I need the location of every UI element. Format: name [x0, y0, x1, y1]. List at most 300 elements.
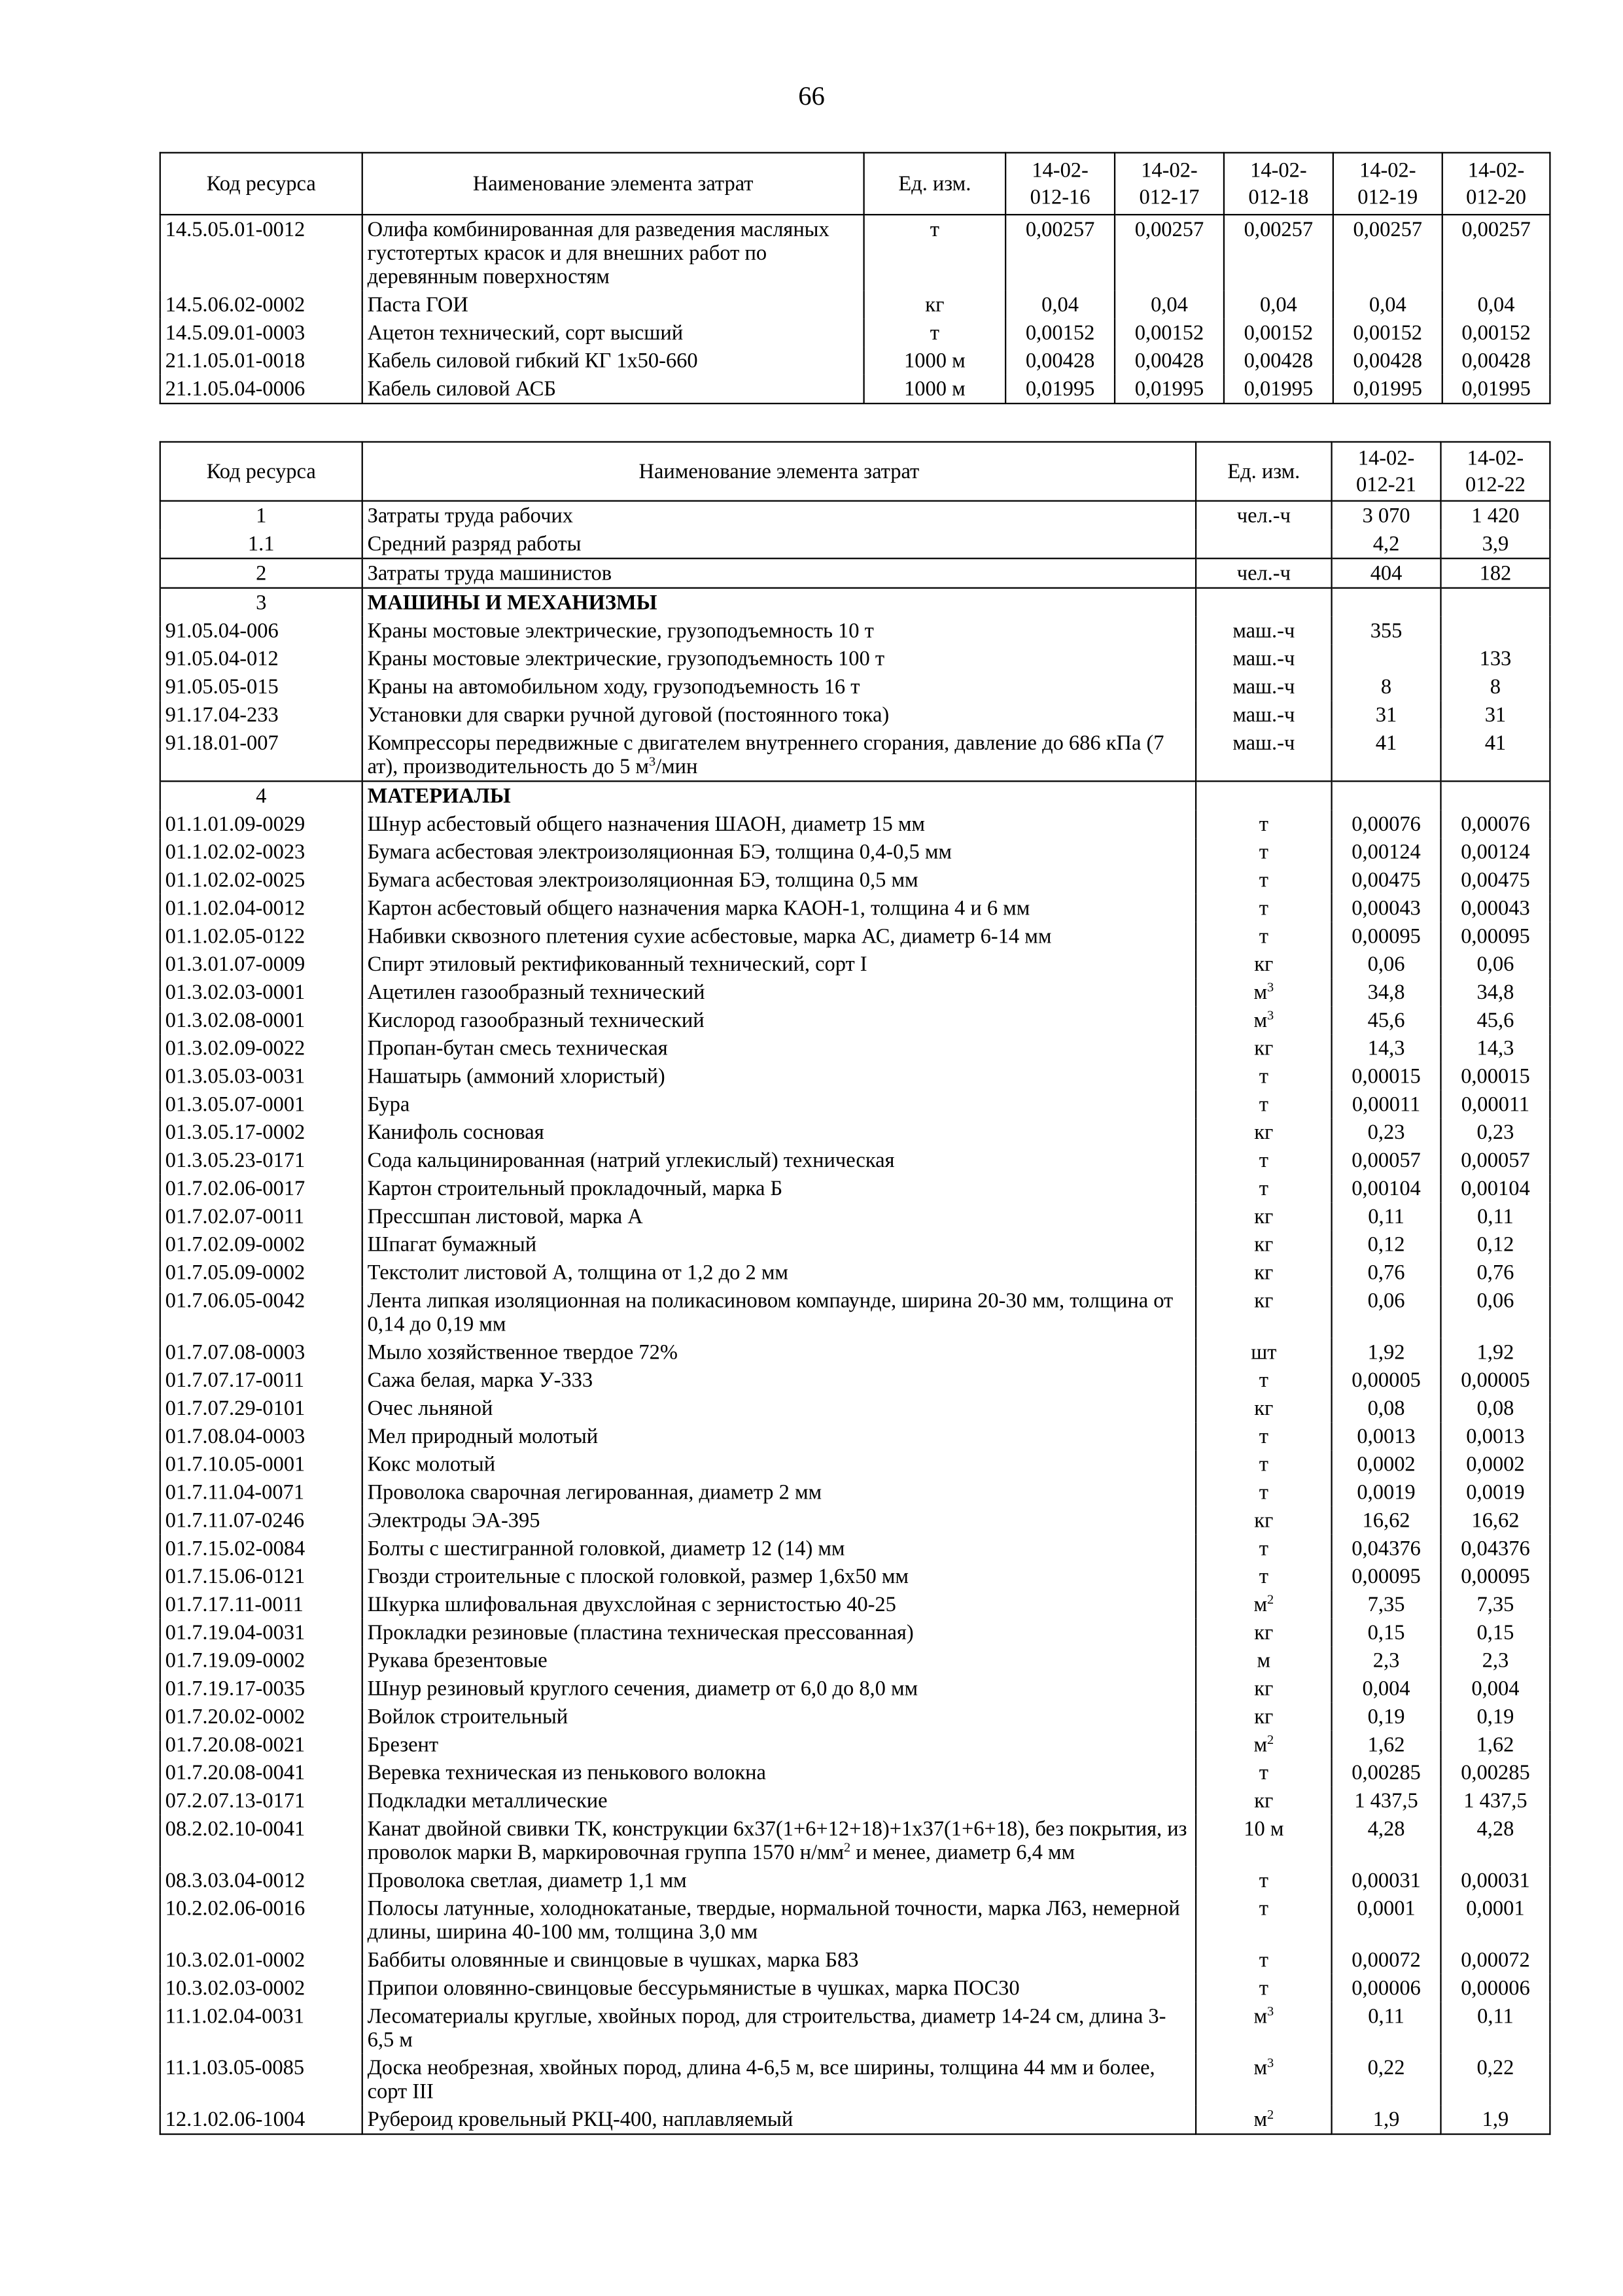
- norm-value: 4,28: [1332, 1815, 1441, 1866]
- cost-element-name: [362, 1202, 1196, 1230]
- unit-superscript: 3: [1267, 1007, 1274, 1022]
- norm-value: 0,00057: [1332, 1147, 1441, 1175]
- norm-value: 1,9: [1440, 2106, 1550, 2134]
- norm-value: 0,0002: [1440, 1450, 1550, 1478]
- unit-text: маш.-ч: [1232, 674, 1295, 699]
- unit-text: м: [1253, 2107, 1268, 2132]
- norm-value: 0,00257: [1333, 215, 1442, 290]
- cost-element-text: Картон асбестовый общего назначения марка КАОН-1, толщина 4 и 6 мм: [367, 896, 1030, 920]
- unit-of-measure: [1196, 1946, 1332, 1974]
- norm-value: 0,04: [1005, 290, 1115, 319]
- norm-value: 7,35: [1332, 1590, 1441, 1618]
- resource-code: 11.1.02.04-0031: [160, 2002, 362, 2054]
- cost-element-name: [362, 1394, 1196, 1422]
- cost-element-text: Рукава брезентовые: [367, 1648, 548, 1673]
- unit-text: т: [1259, 1480, 1268, 1505]
- unit-text: т: [1259, 1176, 1268, 1200]
- resource-code: 10.3.02.03-0002: [160, 1974, 362, 2002]
- unit-text: т: [1259, 1092, 1268, 1117]
- norm-value: 0,00104: [1332, 1174, 1441, 1202]
- cost-element-name: [362, 1618, 1196, 1646]
- table-row: [160, 894, 1550, 922]
- norm-value: 45,6: [1440, 1006, 1550, 1034]
- norm-value: 0,00095: [1332, 1563, 1441, 1591]
- unit-text: кг: [1254, 1620, 1274, 1644]
- norm-value: 14,3: [1440, 1034, 1550, 1062]
- cost-element-text: Текстолит листовой А, толщина от 1,2 до 2 мм: [367, 1261, 788, 1285]
- norm-value: 34,8: [1332, 978, 1441, 1006]
- col-header-name: Наименование элемента затрат: [362, 442, 1196, 501]
- resource-table-2: [160, 441, 1551, 2134]
- norm-value: 3,9: [1440, 530, 1550, 559]
- unit-of-measure: [1196, 810, 1332, 838]
- resource-code: 01.7.17.11-0011: [160, 1590, 362, 1618]
- resource-code: 2: [160, 559, 362, 588]
- norm-value: 0,00006: [1440, 1974, 1550, 2002]
- unit-text: т: [1259, 1948, 1268, 1972]
- table-row: [160, 501, 1550, 530]
- resource-code: 01.7.11.04-0071: [160, 1478, 362, 1506]
- norm-value: 0,00076: [1332, 810, 1441, 838]
- cost-element-name: [362, 978, 1196, 1006]
- unit-text: маш.-ч: [1232, 647, 1295, 671]
- table-row: [160, 319, 1550, 347]
- resource-code: 01.3.05.03-0031: [160, 1062, 362, 1090]
- col-header-norm: 14-02- 012-22: [1440, 442, 1550, 501]
- cost-element-name: [362, 2106, 1196, 2134]
- norm-value: 0,00152: [1224, 319, 1333, 347]
- norm-value: 0,15: [1440, 1618, 1550, 1646]
- norm-value: 0,00257: [1115, 215, 1224, 290]
- norm-value: 0,04: [1224, 290, 1333, 319]
- norm-value: 0,00152: [1333, 319, 1442, 347]
- norm-value: 0,76: [1440, 1259, 1550, 1287]
- resource-code: 01.7.07.08-0003: [160, 1338, 362, 1366]
- table-row: [160, 1866, 1550, 1894]
- table-row: [160, 1119, 1550, 1147]
- cost-element-text: МАТЕРИАЛЫ: [367, 784, 511, 808]
- norm-value: 0,00006: [1332, 1974, 1441, 2002]
- norm-value: 31: [1440, 701, 1550, 729]
- table-row: [160, 1894, 1550, 1946]
- cost-element-name: [362, 1815, 1196, 1866]
- norm-value: 0,00043: [1332, 894, 1441, 922]
- cost-element-text: Паста ГОИ: [367, 292, 468, 317]
- unit-of-measure: [1196, 1866, 1332, 1894]
- norm-value: 0,04376: [1440, 1535, 1550, 1563]
- unit-text: м: [1253, 1733, 1268, 1757]
- norm-value: 182: [1440, 559, 1550, 588]
- norm-value: 0,0001: [1332, 1894, 1441, 1946]
- cost-element-name: [362, 1062, 1196, 1090]
- cost-element-name: [362, 2002, 1196, 2054]
- cost-element-name: [362, 1786, 1196, 1815]
- resource-code: 01.7.08.04-0003: [160, 1422, 362, 1450]
- cost-element-name: [362, 530, 1196, 559]
- cost-element-name: [362, 588, 1196, 617]
- cost-element-name: [362, 1646, 1196, 1675]
- unit-text: т: [1259, 1064, 1268, 1088]
- unit-text: т: [1259, 840, 1268, 864]
- unit-text: кг: [1254, 1036, 1274, 1060]
- norm-value: 7,35: [1440, 1590, 1550, 1618]
- norm-value: [1332, 588, 1441, 617]
- norm-value: [1440, 781, 1550, 810]
- cost-element-text: Сажа белая, марка У-333: [367, 1368, 593, 1393]
- resource-code: 14.5.09.01-0003: [160, 319, 362, 347]
- unit-text: 1000 м: [904, 377, 966, 401]
- norm-value: 0,00072: [1332, 1946, 1441, 1974]
- table-row: [160, 1703, 1550, 1731]
- unit-text: кг: [1254, 1396, 1274, 1420]
- norm-value: 0,11: [1440, 2002, 1550, 2054]
- cost-element-name: [362, 866, 1196, 894]
- norm-value: 0,0013: [1332, 1422, 1441, 1450]
- unit-text: т: [1259, 812, 1268, 836]
- resource-code: 01.7.19.17-0035: [160, 1675, 362, 1703]
- norm-value: 0,00285: [1440, 1759, 1550, 1787]
- cost-element-text: Бумага асбестовая электроизоляционная БЭ, толщина 0,4-0,5 мм: [367, 840, 952, 864]
- norm-value: 0,00031: [1332, 1866, 1441, 1894]
- unit-text: т: [930, 217, 939, 241]
- norm-value: 0,08: [1440, 1394, 1550, 1422]
- cost-element-name: [362, 1894, 1196, 1946]
- unit-of-measure: [1196, 1894, 1332, 1946]
- unit-of-measure: [1196, 838, 1332, 866]
- norm-value: 355: [1332, 617, 1441, 645]
- table-row: [160, 530, 1550, 559]
- cost-element-text: Ацетилен газообразный технический: [367, 980, 705, 1004]
- resource-code: 21.1.05.04-0006: [160, 375, 362, 404]
- table-row: [160, 215, 1550, 290]
- cost-element-text: Краны мостовые электрические, грузоподъемность 100 т: [367, 647, 885, 671]
- norm-value: 0,23: [1440, 1119, 1550, 1147]
- norm-value: 0,004: [1332, 1675, 1441, 1703]
- unit-of-measure: [864, 375, 1006, 404]
- norm-value: 1,62: [1440, 1731, 1550, 1759]
- unit-text: маш.-ч: [1232, 731, 1295, 755]
- cost-element-text: Шкурка шлифовальная двухслойная с зернистостью 40-25: [367, 1592, 896, 1616]
- unit-text: чел.-ч: [1236, 504, 1291, 528]
- cost-element-text: Набивки сквозного плетения сухие асбестовые, марка АС, диаметр 6-14 мм: [367, 924, 1052, 948]
- cost-element-name: [362, 673, 1196, 701]
- unit-of-measure: [1196, 559, 1332, 588]
- resource-code: 01.7.06.05-0042: [160, 1287, 362, 1338]
- resource-code: 10.3.02.01-0002: [160, 1946, 362, 1974]
- unit-text: т: [1259, 924, 1268, 948]
- cost-element-name: [362, 347, 864, 375]
- table-row: [160, 1287, 1550, 1338]
- norm-value: 0,00095: [1332, 922, 1441, 950]
- unit-of-measure: [864, 215, 1006, 290]
- norm-value: 0,0019: [1332, 1478, 1441, 1506]
- unit-of-measure: [1196, 1119, 1332, 1147]
- superscript: 2: [844, 1839, 851, 1854]
- cost-element-text: Шнур асбестовый общего назначения ШАОН, диаметр 15 мм: [367, 812, 925, 836]
- norm-value: 0,00257: [1224, 215, 1333, 290]
- unit-text: т: [1259, 1896, 1268, 1921]
- resource-code: 01.7.15.06-0121: [160, 1563, 362, 1591]
- unit-of-measure: [1196, 1646, 1332, 1675]
- cost-element-name: [362, 1866, 1196, 1894]
- cost-element-name: [362, 1974, 1196, 2002]
- superscript: 3: [648, 753, 656, 768]
- norm-value: 0,00475: [1332, 866, 1441, 894]
- norm-value: 4,2: [1332, 530, 1441, 559]
- unit-text: т: [1259, 1760, 1268, 1785]
- cost-element-text: Шнур резиновый круглого сечения, диаметр от 6,0 до 8,0 мм: [367, 1677, 918, 1701]
- norm-value: 0,00428: [1442, 347, 1550, 375]
- norm-value: 0,00005: [1440, 1366, 1550, 1395]
- norm-value: 0,00257: [1442, 215, 1550, 290]
- cost-element-text: Кислород газообразный технический: [367, 1008, 705, 1032]
- cost-element-name: [362, 1034, 1196, 1062]
- table-row: [160, 1366, 1550, 1395]
- cost-element-name: [362, 1259, 1196, 1287]
- norm-value: 8: [1332, 673, 1441, 701]
- cost-element-name: [362, 1703, 1196, 1731]
- resource-code: 10.2.02.06-0016: [160, 1894, 362, 1946]
- page-number: 66: [798, 81, 825, 111]
- norm-value: 0,00072: [1440, 1946, 1550, 1974]
- cost-element-text: Нашатырь (аммоний хлористый): [367, 1064, 665, 1088]
- norm-value: 0,00057: [1440, 1147, 1550, 1175]
- unit-superscript: 3: [1267, 2054, 1274, 2070]
- unit-of-measure: [864, 290, 1006, 319]
- resource-table-1: [160, 152, 1551, 404]
- table-row: [160, 1535, 1550, 1563]
- unit-of-measure: [1196, 1786, 1332, 1815]
- norm-value: 34,8: [1440, 978, 1550, 1006]
- table-row: [160, 1590, 1550, 1618]
- resource-code: 01.7.10.05-0001: [160, 1450, 362, 1478]
- resource-code: 21.1.05.01-0018: [160, 347, 362, 375]
- norm-value: 0,04: [1442, 290, 1550, 319]
- norm-value: 0,00015: [1332, 1062, 1441, 1090]
- unit-of-measure: [1196, 1338, 1332, 1366]
- norm-value: 0,00031: [1440, 1866, 1550, 1894]
- cost-element-name: [362, 838, 1196, 866]
- table-row: [160, 1974, 1550, 2002]
- resource-code: 01.7.20.08-0021: [160, 1731, 362, 1759]
- col-header-unit: Ед. изм.: [864, 152, 1006, 215]
- resource-code: 01.7.02.07-0011: [160, 1202, 362, 1230]
- norm-value: 1,9: [1332, 2106, 1441, 2134]
- resource-code: 01.3.05.07-0001: [160, 1090, 362, 1119]
- cost-element-name: [362, 1563, 1196, 1591]
- resource-code: 12.1.02.06-1004: [160, 2106, 362, 2134]
- table-row: [160, 1202, 1550, 1230]
- cost-element-name: [362, 1147, 1196, 1175]
- table-row: [160, 1394, 1550, 1422]
- unit-of-measure: [1196, 501, 1332, 530]
- cost-element-name: [362, 922, 1196, 950]
- unit-text: т: [1259, 896, 1268, 920]
- cost-element-text: Бура: [367, 1092, 410, 1117]
- unit-of-measure: [1196, 1174, 1332, 1202]
- unit-of-measure: [1196, 1731, 1332, 1759]
- norm-value: 0,04: [1115, 290, 1224, 319]
- unit-text: кг: [1254, 1204, 1274, 1228]
- norm-value: 0,12: [1440, 1230, 1550, 1259]
- norm-value: 0,00104: [1440, 1174, 1550, 1202]
- unit-of-measure: [1196, 1815, 1332, 1866]
- unit-of-measure: [1196, 1090, 1332, 1119]
- unit-text: кг: [1254, 1121, 1274, 1145]
- norm-value: 45,6: [1332, 1006, 1441, 1034]
- table-row: [160, 617, 1550, 645]
- cost-element-text: Проволока светлая, диаметр 1,1 мм: [367, 1868, 687, 1892]
- unit-of-measure: [1196, 701, 1332, 729]
- cost-element-name: [362, 375, 864, 404]
- table-row: [160, 1090, 1550, 1119]
- cost-element-text: Кокс молотый: [367, 1452, 496, 1476]
- cost-element-text: Сода кальцинированная (натрий углекислый) техническая: [367, 1148, 895, 1172]
- unit-text: кг: [1254, 952, 1274, 977]
- cost-element-text: Гвозди строительные с плоской головкой, размер 1,6х50 мм: [367, 1564, 909, 1589]
- cost-element-text: Пропан-бутан смесь техническая: [367, 1036, 668, 1060]
- resource-code: 3: [160, 588, 362, 617]
- table-row: [160, 1034, 1550, 1062]
- cost-element-text: Припои оловянно-свинцовые бессурьмянистые в чушках, марка ПОС30: [367, 1976, 1020, 2000]
- norm-value: [1332, 781, 1441, 810]
- unit-text: т: [1259, 1537, 1268, 1561]
- cost-element-text: Картон строительный прокладочный, марка Б: [367, 1176, 783, 1200]
- table-row: [160, 2002, 1550, 2054]
- norm-value: 0,00124: [1332, 838, 1441, 866]
- unit-text: т: [1259, 1148, 1268, 1172]
- norm-value: 0,12: [1332, 1230, 1441, 1259]
- table-row: [160, 1259, 1550, 1287]
- norm-value: 0,00011: [1332, 1090, 1441, 1119]
- cost-element-tail: и менее, диаметр 6,4 мм: [850, 1840, 1075, 1864]
- norm-value: 8: [1440, 673, 1550, 701]
- cost-element-text: Подкладки металлические: [367, 1788, 608, 1813]
- unit-text: м: [1253, 1592, 1268, 1616]
- cost-element-name: [362, 1675, 1196, 1703]
- cost-element-text: Ацетон технический, сорт высший: [367, 321, 684, 345]
- cost-element-text: Лесоматериалы круглые, хвойных пород, для строительства, диаметр 14-24 см, длина 3-6,5 м: [367, 2004, 1166, 2052]
- table-row: [160, 645, 1550, 673]
- unit-of-measure: [1196, 1535, 1332, 1563]
- cost-element-text: Лента липкая изоляционная на поликасиновом компаунде, ширина 20-30 мм, толщина от 0,14 до 0,19 мм: [367, 1289, 1174, 1336]
- resource-code: 08.3.03.04-0012: [160, 1866, 362, 1894]
- table-row: [160, 1478, 1550, 1506]
- unit-of-measure: [1196, 2106, 1332, 2134]
- table-row: [160, 1062, 1550, 1090]
- cost-element-text: Затраты труда машинистов: [367, 561, 612, 585]
- unit-text: 10 м: [1244, 1817, 1284, 1841]
- norm-value: 0,00011: [1440, 1090, 1550, 1119]
- norm-value: 0,15: [1332, 1618, 1441, 1646]
- cost-element-text: Полосы латунные, холоднокатаные, твердые, нормальной точности, марка Л63, немерной длины, ширина 40-100 мм, толщина 3,0 мм: [367, 1896, 1180, 1944]
- resource-code: 1.1: [160, 530, 362, 559]
- cost-element-text: Шпагат бумажный: [367, 1232, 537, 1257]
- table-row: [160, 375, 1550, 404]
- cost-element-text: Средний разряд работы: [367, 532, 582, 556]
- norm-value: 0,01995: [1442, 375, 1550, 404]
- norm-value: [1440, 588, 1550, 617]
- cost-element-text: Войлок строительный: [367, 1705, 568, 1729]
- norm-value: 133: [1440, 645, 1550, 673]
- norm-value: 0,01995: [1333, 375, 1442, 404]
- cost-element-text: Мыло хозяйственное твердое 72%: [367, 1340, 678, 1365]
- unit-text: м: [1253, 2004, 1268, 2028]
- table-row: [160, 1450, 1550, 1478]
- cost-element-name: [362, 894, 1196, 922]
- cost-element-text: Краны мостовые электрические, грузоподъемность 10 т: [367, 619, 874, 643]
- unit-of-measure: [1196, 950, 1332, 979]
- cost-element-name: [362, 290, 864, 319]
- cost-element-name: [362, 559, 1196, 588]
- norm-value: [1332, 645, 1441, 673]
- resource-code: 01.1.01.09-0029: [160, 810, 362, 838]
- norm-value: 1 437,5: [1440, 1786, 1550, 1815]
- table-row: [160, 1506, 1550, 1535]
- unit-of-measure: [1196, 1563, 1332, 1591]
- norm-value: 2,3: [1440, 1646, 1550, 1675]
- cost-element-name: [362, 1478, 1196, 1506]
- resource-code: 01.3.02.08-0001: [160, 1006, 362, 1034]
- resource-code: 01.3.02.03-0001: [160, 978, 362, 1006]
- cost-element-name: [362, 1590, 1196, 1618]
- cost-element-text: Спирт этиловый ректификованный технический, сорт I: [367, 952, 867, 977]
- norm-value: 31: [1332, 701, 1441, 729]
- norm-value: 0,01995: [1224, 375, 1333, 404]
- norm-value: 1,62: [1332, 1731, 1441, 1759]
- unit-text: кг: [1254, 1289, 1274, 1313]
- unit-text: кг: [1254, 1261, 1274, 1285]
- unit-text: м: [1253, 2056, 1268, 2080]
- table-1-body: [160, 215, 1550, 404]
- unit-text: т: [1259, 868, 1268, 892]
- norm-value: 0,00076: [1440, 810, 1550, 838]
- cost-element-text: Веревка техническая из пенькового волокна: [367, 1760, 766, 1785]
- unit-of-measure: [1196, 1062, 1332, 1090]
- resource-code: 08.2.02.10-0041: [160, 1815, 362, 1866]
- col-header-norm: 14-02- 012-18: [1224, 152, 1333, 215]
- resource-code: 14.5.06.02-0002: [160, 290, 362, 319]
- table-row: [160, 1563, 1550, 1591]
- resource-code: 01.7.20.08-0041: [160, 1759, 362, 1787]
- unit-of-measure: [1196, 894, 1332, 922]
- unit-of-measure: [1196, 1287, 1332, 1338]
- cost-element-name: [362, 950, 1196, 979]
- table-row: [160, 978, 1550, 1006]
- norm-value: 0,00043: [1440, 894, 1550, 922]
- cost-element-name: [362, 810, 1196, 838]
- table-row: [160, 1675, 1550, 1703]
- norm-value: 0,00428: [1005, 347, 1115, 375]
- cost-element-text: Болты с шестигранной головкой, диаметр 12 (14) мм: [367, 1537, 845, 1561]
- unit-superscript: 2: [1267, 1591, 1274, 1607]
- unit-of-measure: [1196, 645, 1332, 673]
- unit-of-measure: [1196, 922, 1332, 950]
- unit-text: кг: [1254, 1232, 1274, 1257]
- table-row: [160, 950, 1550, 979]
- norm-value: 0,01995: [1115, 375, 1224, 404]
- resource-code: 01.3.01.07-0009: [160, 950, 362, 979]
- col-header-name: Наименование элемента затрат: [362, 152, 864, 215]
- table-row: [160, 1786, 1550, 1815]
- cost-element-text: Кабель силовой гибкий КГ 1х50-660: [367, 349, 698, 373]
- cost-element-text: Прокладки резиновые (пластина техническая прессованная): [367, 1620, 914, 1644]
- resource-code: 01.1.02.05-0122: [160, 922, 362, 950]
- norm-value: 41: [1332, 729, 1441, 781]
- resource-code: 01.7.07.29-0101: [160, 1394, 362, 1422]
- unit-of-measure: [1196, 866, 1332, 894]
- unit-text: кг: [1254, 1788, 1274, 1813]
